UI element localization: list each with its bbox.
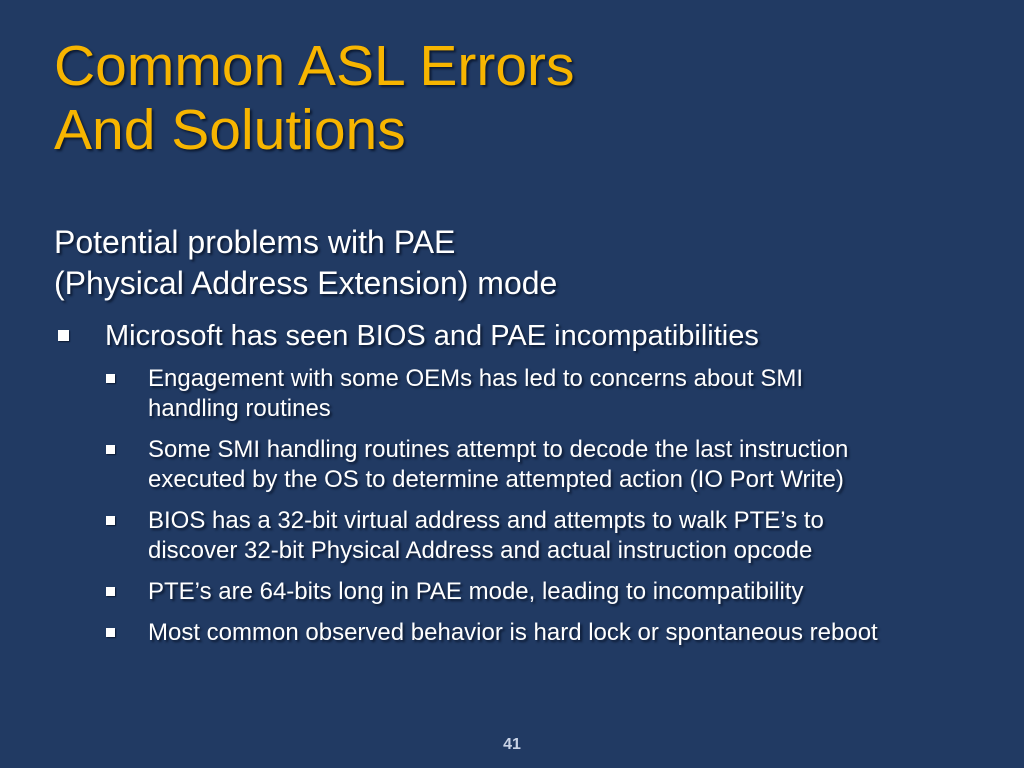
slide-title <box>54 34 994 162</box>
slide-title-line-1: Common ASL Errors <box>54 34 575 98</box>
square-bullet-icon <box>106 374 115 383</box>
square-bullet-icon <box>106 628 115 637</box>
square-bullet-icon <box>58 330 69 341</box>
sub-bullet-item <box>104 618 1016 648</box>
sub-bullet-line: Most common observed behavior is hard lock or spontaneous reboot <box>148 619 878 646</box>
sub-bullet-text <box>148 577 1016 607</box>
sub-bullet-line: Engagement with some OEMs has led to concerns about SMI <box>148 365 803 392</box>
sub-bullet-line: discover 32-bit Physical Address and actual instruction opcode <box>148 537 813 564</box>
sub-bullet-item <box>104 506 1016 566</box>
sub-bullet-text <box>148 364 1016 424</box>
intro-text <box>54 222 994 304</box>
intro-line-2: (Physical Address Extension) mode <box>54 265 558 301</box>
sub-bullet-line: executed by the OS to determine attempted action (IO Port Write) <box>148 466 844 493</box>
bullet-text: Microsoft has seen BIOS and PAE incompatibilities <box>105 320 759 352</box>
sub-bullet-line: PTE’s are 64-bits long in PAE mode, leading to incompatibility <box>148 578 804 605</box>
sub-bullet-line: Some SMI handling routines attempt to decode the last instruction <box>148 436 849 463</box>
square-bullet-icon <box>106 587 115 596</box>
sub-bullet-item <box>104 364 1016 424</box>
sub-bullet-item <box>104 577 1016 607</box>
sub-bullet-item <box>104 435 1016 495</box>
sub-bullet-text <box>148 506 1016 566</box>
square-bullet-icon <box>106 445 115 454</box>
sub-bullet-line: handling routines <box>148 395 331 422</box>
intro-line-1: Potential problems with PAE <box>54 224 456 260</box>
sub-bullet-list <box>104 364 1016 659</box>
slide-title-line-2: And Solutions <box>54 98 406 162</box>
sub-bullet-line: BIOS has a 32-bit virtual address and attempts to walk PTE’s to <box>148 507 824 534</box>
sub-bullet-text <box>148 435 1016 495</box>
sub-bullet-text <box>148 618 1016 648</box>
square-bullet-icon <box>106 516 115 525</box>
page-number: 41 <box>503 736 521 753</box>
